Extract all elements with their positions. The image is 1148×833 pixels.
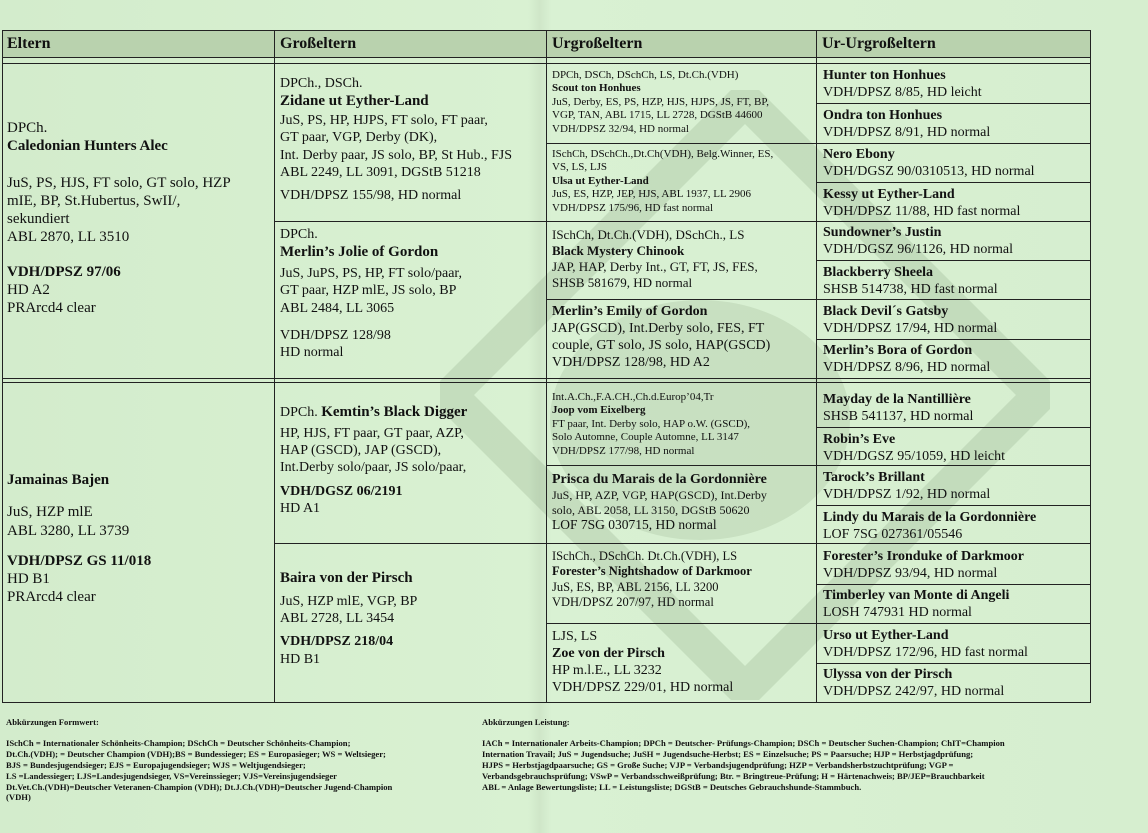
gggp-cell	[823, 666, 1004, 700]
grandparent-cell	[280, 226, 462, 361]
gp-text: Int. Derby paar, JS solo, BP, St Hub., FJS	[280, 147, 513, 163]
gggp-cell	[823, 587, 1009, 621]
gp-registration: VDH/DPSZ 218/04	[280, 634, 394, 650]
gp-registration: VDH/DPSZ 155/98, HD normal	[280, 187, 462, 203]
ggp-text: JuS, ES, HZP, JEP, HJS, ABL 1937, LL 2906	[552, 188, 752, 201]
ggp-title: VS, LS, LJS	[552, 161, 608, 174]
great-grandparent-cell	[552, 391, 750, 458]
gggp-name: Robin’s Eve	[823, 432, 896, 447]
great-grandparent-cell	[552, 471, 767, 534]
grandparent-cell	[280, 569, 417, 668]
gggp-cell	[823, 264, 998, 298]
footer-line: Dt.Ch.(VDH); = Deutscher Champion (VDH);BS = Bundessieger; ES = Europasieger; WS = Weltsieger;	[6, 748, 386, 759]
gggp-registration: VDH/DPSZ 242/97, HD normal	[823, 684, 1005, 700]
divider	[274, 31, 275, 702]
gggp-cell	[823, 469, 990, 503]
gggp-registration: VDH/DPSZ 93/94, HD normal	[823, 566, 998, 582]
gggp-registration: VDH/DPSZ 172/96, HD fast normal	[823, 645, 1028, 661]
gp-name: Kemtin’s Black Digger	[321, 404, 468, 420]
divider	[3, 63, 1090, 64]
ggp-text: HP m.l.E., LL 3232	[552, 663, 662, 679]
footer-title: Abkürzungen Leistung:	[482, 717, 570, 727]
gggp-registration: VDH/DGSZ 95/1059, HD leicht	[823, 449, 1005, 465]
gp-text: ABL 2728, LL 3454	[280, 611, 395, 627]
dam-text: JuS, HZP mlE	[7, 504, 93, 521]
ggp-text: solo, ABL 2058, LL 3150, DGStB 50620	[552, 502, 750, 517]
gggp-name: Ondra ton Honhues	[823, 108, 943, 123]
sire-registration: VDH/DPSZ 97/06	[7, 263, 121, 280]
gggp-name: Lindy du Marais de la Gordonnière	[823, 510, 1037, 525]
gggp-registration: SHSB 514738, HD fast normal	[823, 282, 998, 298]
ggp-title: ISchCh, DSchCh.,Dt.Ch(VDH), Belg.Winner, ES,	[552, 148, 774, 160]
ggp-title: Int.A.Ch.,F.A.CH.,Ch.d.Europ’04,Tr	[552, 391, 714, 403]
divider	[816, 584, 1090, 585]
gggp-cell	[823, 146, 1035, 180]
ggp-name: Zoe von der Pirsch	[552, 646, 665, 662]
gggp-cell	[823, 186, 1020, 220]
divider	[3, 382, 1090, 383]
ggp-name: Merlin’s Emily of Gordon	[552, 304, 708, 319]
header-grosseltern: Großeltern	[280, 35, 357, 52]
ggp-name: Ulsa ut Eyther-Land	[552, 174, 649, 187]
dam-cell	[7, 471, 151, 607]
gggp-cell	[823, 303, 997, 337]
divider	[546, 465, 1090, 466]
gggp-registration: SHSB 541137, HD normal	[823, 409, 974, 425]
gp-text: HAP (GSCD), JAP (GSCD),	[280, 443, 442, 459]
ggp-title: ISchCh, Dt.Ch.(VDH), DSchCh., LS	[552, 227, 745, 242]
gp-name: Baira von der Pirsch	[280, 570, 413, 586]
gp-hd: HD B1	[280, 651, 321, 667]
gggp-name: Urso ut Eyther-Land	[823, 628, 949, 643]
gp-hd: HD normal	[280, 344, 344, 360]
gggp-registration: VDH/DGSZ 90/0310513, HD normal	[823, 164, 1035, 180]
ggp-text: LOF 7SG 030715, HD normal	[552, 517, 717, 533]
divider	[816, 31, 817, 702]
footer-title: Abkürzungen Formwert:	[6, 717, 99, 727]
gp-title: DPCh.	[280, 227, 318, 242]
footer-line: Verbandsgebrauchsprüfung; VSwP = Verbandsschweißprüfung; Btr. = Bringtreue-Prüfung; H = Härtenachweis; BP/JEP=Brauchbarkeit	[482, 770, 985, 781]
ggp-text: SHSB 581679, HD normal	[552, 274, 693, 290]
gggp-registration: VDH/DPSZ 8/96, HD normal	[823, 360, 991, 376]
sire-hd: HD A2	[7, 282, 50, 299]
gp-hd: HD A1	[280, 500, 321, 516]
gggp-cell	[823, 431, 1005, 465]
header-eltern: Eltern	[7, 35, 51, 52]
gggp-name: Sundowner’s Justin	[823, 225, 942, 240]
great-grandparent-cell	[552, 227, 758, 290]
sire-text: mIE, BP, St.Hubertus, SwII/,	[7, 192, 181, 209]
gp-text: ABL 2484, LL 3065	[280, 300, 395, 316]
footer-line: ABL = Anlage Bewertungsliste; LL = Leistungsliste; DGStB = Deutsches Gebrauchshunde-Stammbuch.	[482, 781, 862, 792]
gggp-name: Black Devil´s Gatsby	[823, 304, 949, 319]
footer-line: Dt.Vet.Ch.(VDH)=Deutscher Veteranen-Champion (VDH); Dt.J.Ch.(VDH)=Deutscher Jugend-Champion	[6, 781, 393, 792]
gggp-name: Forester’s Ironduke of Darkmoor	[823, 549, 1025, 564]
gggp-name: Blackberry Sheela	[823, 265, 934, 280]
great-grandparent-cell	[552, 303, 770, 371]
dam-registration: VDH/DPSZ GS 11/018	[7, 552, 152, 569]
divider	[546, 31, 547, 702]
gp-registration: VDH/DGSZ 06/2191	[280, 483, 403, 499]
footer-line: ISchCh = Internationaler Schönheits-Champion; DSchCh = Deutscher Schönheits-Champion;	[6, 737, 351, 748]
gp-title: DPCh., DSCh.	[280, 76, 363, 91]
ggp-text: JuS, HP, AZP, VGP, HAP(GSCD), Int.Derby	[552, 488, 767, 503]
divider	[546, 143, 1090, 144]
gp-title: DPCh.	[280, 405, 318, 420]
divider	[816, 103, 1090, 104]
gp-text: JuS, JuPS, PS, HP, FT solo/paar,	[280, 266, 463, 282]
great-grandparent-cell	[552, 628, 733, 696]
gggp-registration: LOF 7SG 027361/05546	[823, 527, 963, 543]
gp-text: JuS, HZP mlE, VGP, BP	[280, 594, 418, 610]
gp-text: GT paar, VGP, Derby (DK),	[280, 130, 438, 146]
footer-line: HJPS = Herbstjagdpaarsuche; GS = Große Suche; VJP = Verbandsjugendprüfung; HZP = Verbandsherbstzuchtprüfung; VGP =	[482, 759, 954, 770]
gggp-registration: VDH/DPSZ 8/91, HD normal	[823, 125, 991, 141]
sire-text: JuS, PS, HJS, FT solo, GT solo, HZP	[7, 174, 231, 191]
gp-registration: VDH/DPSZ 128/98	[280, 327, 391, 343]
gggp-cell	[823, 548, 1024, 582]
gggp-cell	[823, 627, 1028, 661]
ggp-name: Forester’s Nightshadow of Darkmoor	[552, 564, 752, 579]
footer-line: LS =Landessieger; LJS=Landesjugendsieger, VS=Vereinssieger; VJS=Vereinsjugendsieger	[6, 770, 337, 781]
sire-pra: PRArcd4 clear	[7, 300, 96, 317]
gp-text: GT paar, HZP mlE, JS solo, BP	[280, 283, 457, 299]
pedigree-table	[2, 30, 1091, 703]
gggp-registration: VDH/DPSZ 1/92, HD normal	[823, 487, 991, 503]
gggp-name: Timberley van Monte di Angeli	[823, 588, 1010, 603]
ggp-text: VDH/DPSZ 177/98, HD normal	[552, 444, 695, 457]
footer-line: Internation Travail; JuS = Jugendsuche; JuSH = Jugendsuche-Herbst; ES = Einzelsuche; PS = Paarsuche; HJP = Herbstjagdprüfung;	[482, 748, 974, 759]
divider	[274, 221, 1090, 222]
gggp-name: Merlin’s Bora of Gordon	[823, 343, 973, 358]
dam-pra: PRArcd4 clear	[7, 589, 96, 606]
footer-line: BJS = Bundesjugendsieger; EJS = Europajugendsieger; WJS = Weltjugendsieger;	[6, 759, 306, 770]
header-ur-urgrosseltern: Ur-Urgroßeltern	[822, 35, 936, 52]
footer-abbrev-formwert	[6, 717, 392, 803]
gggp-name: Tarock’s Brillant	[823, 470, 925, 485]
gggp-name: Hunter ton Honhues	[823, 68, 946, 83]
divider	[3, 378, 1090, 379]
divider	[816, 182, 1090, 183]
great-grandparent-cell	[552, 549, 752, 610]
dam-text: ABL 3280, LL 3739	[7, 522, 130, 539]
gp-text: ABL 2249, LL 3091, DGStB 51218	[280, 164, 481, 180]
gggp-cell	[823, 224, 1013, 258]
gp-text: Int.Derby solo/paar, JS solo/paar,	[280, 460, 467, 476]
gggp-registration: VDH/DGSZ 96/1126, HD normal	[823, 242, 1014, 258]
sire-name: Caledonian Hunters Alec	[7, 138, 168, 155]
ggp-text: JAP(GSCD), Int.Derby solo, FES, FT	[552, 321, 765, 337]
gp-text: HP, HJS, FT paar, GT paar, AZP,	[280, 426, 464, 442]
gggp-name: Nero Ebony	[823, 147, 895, 162]
ggp-text: VDH/DPSZ 207/97, HD normal	[552, 594, 714, 609]
great-grandparent-cell	[552, 148, 773, 215]
ggp-title: DPCh, DSCh, DSchCh, LS, Dt.Ch.(VDH)	[552, 69, 739, 81]
sire-text: sekundiert	[7, 211, 70, 228]
gggp-cell	[823, 67, 982, 101]
dam-name: Jamainas Bajen	[7, 472, 110, 488]
gp-text: JuS, PS, HP, HJPS, FT solo, FT paar,	[280, 113, 488, 129]
divider	[816, 260, 1090, 261]
header-urgrosseltern: Urgroßeltern	[552, 35, 643, 52]
divider	[816, 427, 1090, 428]
gggp-cell	[823, 509, 1036, 543]
gggp-cell	[823, 107, 990, 141]
ggp-text: couple, GT solo, JS solo, HAP(GSCD)	[552, 338, 771, 354]
footer-abbrev-leistung	[482, 717, 1005, 792]
divider	[816, 339, 1090, 340]
ggp-name: Scout ton Honhues	[552, 82, 641, 95]
ggp-title: LJS, LS	[552, 629, 598, 644]
ggp-title: ISchCh., DSchCh. Dt.Ch.(VDH), LS	[552, 549, 738, 563]
divider	[546, 623, 1090, 624]
ggp-text: VDH/DPSZ 229/01, HD normal	[552, 680, 734, 696]
divider	[816, 505, 1090, 506]
gggp-name: Ulyssa von der Pirsch	[823, 667, 953, 682]
dam-hd: HD B1	[7, 571, 50, 588]
sire-text: ABL 2870, LL 3510	[7, 229, 130, 246]
gggp-registration: VDH/DPSZ 11/88, HD fast normal	[823, 204, 1021, 220]
gggp-registration: VDH/DPSZ 17/94, HD normal	[823, 321, 998, 337]
ggp-text: VDH/DPSZ 32/94, HD normal	[552, 122, 689, 135]
ggp-text: VDH/DPSZ 128/98, HD A2	[552, 355, 710, 371]
ggp-text: VDH/DPSZ 175/96, HD fast normal	[552, 201, 714, 214]
gggp-cell	[823, 342, 990, 376]
divider	[546, 299, 1090, 300]
grandparent-cell	[280, 75, 512, 204]
gggp-name: Kessy ut Eyther-Land	[823, 187, 955, 202]
ggp-text: VGP, TAN, ABL 1715, LL 2728, DGStB 44600	[552, 109, 763, 122]
footer-line: (VDH)	[6, 792, 31, 803]
ggp-name: Black Mystery Chinook	[552, 242, 685, 258]
sire-title: DPCh.	[7, 120, 48, 136]
great-grandparent-cell	[552, 69, 769, 136]
gggp-registration: LOSH 747931 HD normal	[823, 605, 972, 621]
gggp-registration: VDH/DPSZ 8/85, HD leicht	[823, 85, 982, 101]
ggp-text: JuS, ES, BP, ABL 2156, LL 3200	[552, 579, 719, 594]
ggp-name: Joop vom Eixelberg	[552, 404, 646, 417]
ggp-text: JuS, Derby, ES, PS, HZP, HJS, HJPS, JS, FT, BP,	[552, 95, 770, 108]
gggp-cell	[823, 391, 973, 425]
footer-line: IACh = Internationaler Arbeits-Champion; DPCh = Deutscher- Prüfungs-Champion; DSCh = Deutscher Suchen-Champion; ChIT=Champion	[482, 737, 1005, 748]
divider	[816, 663, 1090, 664]
sire-cell	[7, 119, 231, 318]
ggp-text: FT paar, Int. Derby solo, HAP o.W. (GSCD),	[552, 417, 751, 430]
grandparent-cell	[280, 403, 467, 517]
ggp-text: Solo Automne, Couple Automne, LL 3147	[552, 431, 739, 444]
gggp-name: Mayday de la Nantillière	[823, 392, 971, 407]
ggp-name: Prisca du Marais de la Gordonnière	[552, 472, 767, 487]
gp-name: Zidane ut Eyther-Land	[280, 93, 429, 110]
ggp-text: JAP, HAP, Derby Int., GT, FT, JS, FES,	[552, 258, 758, 274]
gp-name: Merlin’s Jolie of Gordon	[280, 244, 439, 261]
